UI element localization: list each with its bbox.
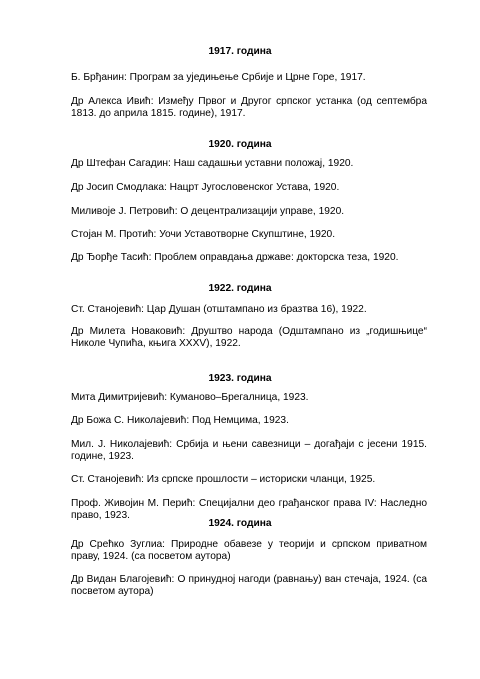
bibliography-entry: Др Срећко Зуглиа: Природне обавезе у теорији и српском приватном праву, 1924. (са посветом аутора) bbox=[71, 539, 427, 562]
section-heading-1923: 1923. година bbox=[208, 373, 272, 384]
bibliography-entry: Стојан М. Протић: Уочи Уставотворне Скупштине, 1920. bbox=[71, 229, 336, 240]
bibliography-entry: Др Штефан Сагадин: Наш садашњи уставни положај, 1920. bbox=[71, 158, 354, 169]
bibliography-entry: Др Милета Новаковић: Друштво народа (Одштампано из „годишњице“ Николе Чупића, књига XXXV), 1922. bbox=[71, 326, 427, 349]
bibliography-entry: Др Божа С. Николајевић: Под Немцима, 1923. bbox=[71, 415, 289, 426]
bibliography-entry: Проф. Живојин М. Перић: Специјални део грађанског права IV: Наследно право, 1923. bbox=[71, 498, 427, 521]
section-heading-1922: 1922. година bbox=[208, 283, 272, 294]
bibliography-entry: Др Ђорђе Тасић: Проблем оправдања државе: докторска теза, 1920. bbox=[71, 252, 399, 263]
bibliography-entry: Ст. Станојевић: Из српске прошлости – историски чланци, 1925. bbox=[71, 474, 376, 485]
bibliography-entry: Др Алекса Ивић: Између Првог и Другог српског устанка (од септембра 1813. до априла 1815. године), 1917. bbox=[71, 96, 427, 119]
bibliography-entry: Мита Димитријевић: Куманово–Брегалница, 1923. bbox=[71, 392, 309, 403]
bibliography-entry: Др Видан Благојевић: О принудној нагоди (равнању) ван стечаја, 1924. (са посветом аутора) bbox=[71, 574, 427, 597]
section-heading-1917: 1917. година bbox=[208, 46, 272, 57]
section-heading-1924: 1924. година bbox=[208, 518, 272, 529]
bibliography-entry: Б. Брђанин: Програм за уједињење Србије и Црне Горе, 1917. bbox=[71, 72, 366, 83]
section-heading-1920: 1920. година bbox=[208, 139, 272, 150]
bibliography-entry: Ст. Станојевић: Цар Душан (отштампано из бразтва 16), 1922. bbox=[71, 304, 367, 315]
bibliography-entry: Миливоје Ј. Петровић: О децентрализацији управе, 1920. bbox=[71, 206, 345, 217]
bibliography-entry: Мил. Ј. Николајевић: Србија и њени савезници – догађаји с јесени 1915. године, 1923. bbox=[71, 439, 427, 462]
bibliography-entry: Др Јосип Смодлака: Нацрт Југословенског Устава, 1920. bbox=[71, 182, 340, 193]
